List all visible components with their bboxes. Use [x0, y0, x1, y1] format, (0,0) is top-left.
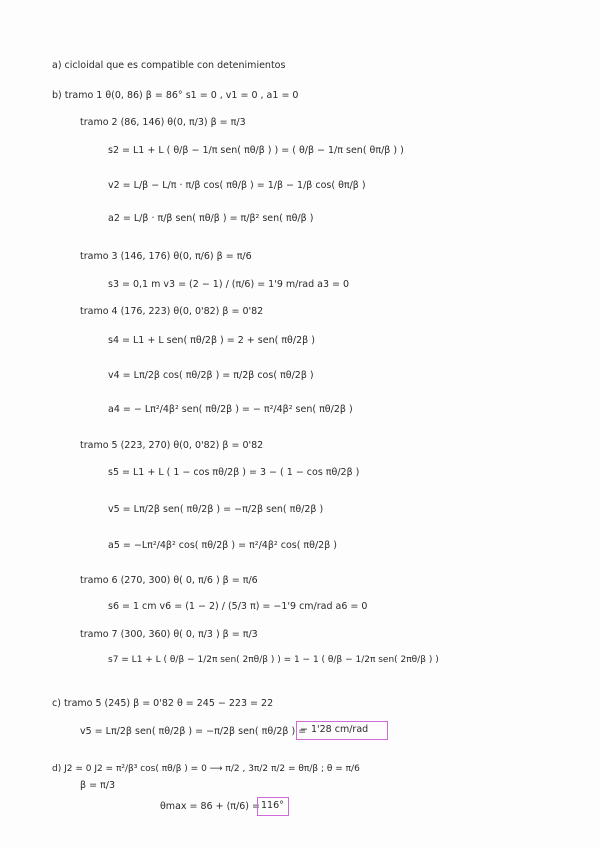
- line-tramo-3-values: s3 = 0,1 m v3 = (2 − 1) / (π/6) = 1'9 m/rad a3 = 0: [108, 279, 350, 290]
- line-s2: s2 = L1 + L ( θ/β − 1/π sen( πθ/β ) ) = ( θ/β − 1/π sen( θπ/β ) ): [108, 145, 404, 156]
- line-a2: a2 = L/β · π/β sen( πθ/β ) = π/β² sen( πθ/β ): [108, 213, 314, 224]
- line-part-a: a) cicloidal que es compatible con detenimientos: [52, 60, 286, 71]
- line-part-d: d) J2 = 0 J2 = π²/β³ cos( πθ/β ) = 0 ⟶ π/2 , 3π/2 π/2 = θπ/β ; θ = π/6: [52, 764, 360, 774]
- answer-v5-value: − 1'28 cm/rad: [300, 724, 369, 735]
- line-s7: s7 = L1 + L ( θ/β − 1/2π sen( 2πθ/β ) ) = 1 − 1 ( θ/β − 1/2π sen( 2πθ/β ) ): [108, 655, 439, 665]
- line-tramo-6-header: tramo 6 (270, 300) θ( 0, π/6 ) β = π/6: [80, 575, 258, 586]
- line-s5: s5 = L1 + L ( 1 − cos πθ/2β ) = 3 − ( 1 − cos πθ/2β ): [108, 467, 360, 478]
- line-tramo-4-header: tramo 4 (176, 223) θ(0, 0'82) β = 0'82: [80, 306, 264, 317]
- line-s4: s4 = L1 + L sen( πθ/2β ) = 2 + sen( πθ/2β ): [108, 335, 315, 346]
- answer-theta-max-value: 116°: [261, 800, 284, 811]
- line-tramo-5-header: tramo 5 (223, 270) θ(0, 0'82) β = 0'82: [80, 440, 264, 451]
- line-a4: a4 = − Lπ²/4β² sen( πθ/2β ) = − π²/4β² sen( πθ/2β ): [108, 404, 353, 415]
- line-part-c: c) tramo 5 (245) β = 0'82 θ = 245 − 223 = 22: [52, 698, 274, 709]
- line-theta-max: θmax = 86 + (π/6) =: [160, 801, 260, 812]
- line-v5: v5 = Lπ/2β sen( πθ/2β ) = −π/2β sen( πθ/2β ): [108, 504, 324, 515]
- line-tramo-7-header: tramo 7 (300, 360) θ( 0, π/3 ) β = π/3: [80, 629, 258, 640]
- line-v5-evaluated: v5 = Lπ/2β sen( πθ/2β ) = −π/2β sen( πθ/2β ) =: [80, 726, 307, 737]
- line-tramo-3-header: tramo 3 (146, 176) θ(0, π/6) β = π/6: [80, 251, 252, 262]
- line-tramo-6-values: s6 = 1 cm v6 = (1 − 2) / (5/3 π) = −1'9 cm/rad a6 = 0: [108, 601, 368, 612]
- line-a5: a5 = −Lπ²/4β² cos( πθ/2β ) = π²/4β² cos( πθ/2β ): [108, 540, 337, 551]
- line-part-d-beta: β = π/3: [80, 780, 116, 791]
- line-v2: v2 = L/β − L/π · π/β cos( πθ/β ) = 1/β − 1/β cos( θπ/β ): [108, 180, 366, 191]
- line-tramo-2-header: tramo 2 (86, 146) θ(0, π/3) β = π/3: [80, 117, 246, 128]
- line-v4: v4 = Lπ/2β cos( πθ/2β ) = π/2β cos( πθ/2β ): [108, 370, 314, 381]
- line-tramo-1: b) tramo 1 θ(0, 86) β = 86° s1 = 0 , v1 = 0 , a1 = 0: [52, 90, 299, 101]
